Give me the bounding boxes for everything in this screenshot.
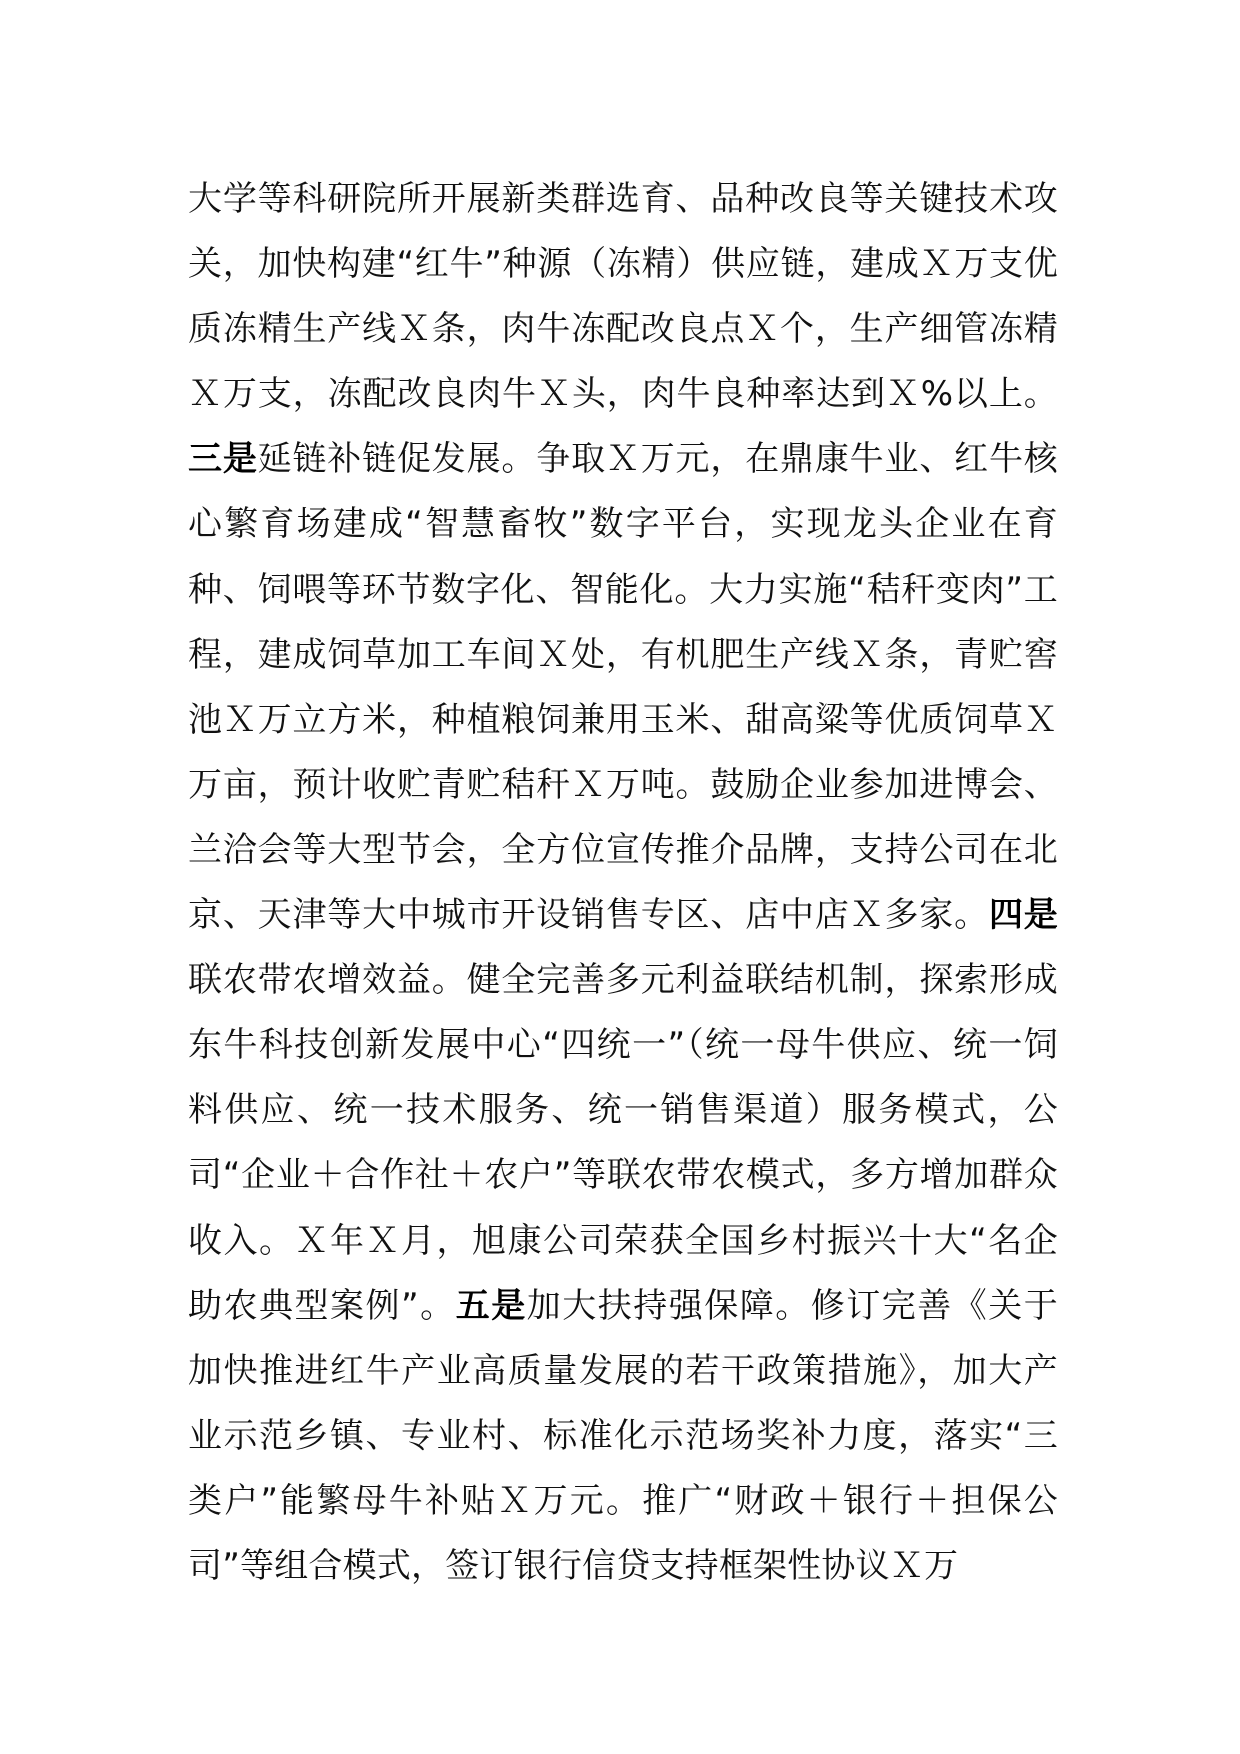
text-segment: 大学等科研院所开展新类群选育、品种改良等关键技术攻关，加快构建“红牛”种源（冻精）供应链，建成Ｘ万支优质冻精生产线Ｘ条，肉牛冻配改良点Ｘ个，生产细管冻精Ｘ万支，冻配改良肉牛Ｘ头，肉牛良种率达到Ｘ%以上。 (188, 179, 1058, 415)
text-segment: 联农带农增效益。健全完善多元利益联结机制，探索形成东牛科技创新发展中心“四统一”（统一母牛供应、统一饲料供应、统一技术服务、统一销售渠道）服务模式，公司“企业＋合作社＋农户”等联农带农模式，多方增加群众收入。Ｘ年Ｘ月，旭康公司荣获全国乡村振兴十大“名企助农典型案例”。 (188, 960, 1058, 1326)
bold-lead-si-shi: 四是 (988, 895, 1058, 936)
text-segment: 加大扶持强保障。修订完善《关于加快推进红牛产业高质量发展的若干政策措施》，加大产业示范乡镇、专业村、标准化示范场奖补力度，落实“三类户”能繁母牛补贴Ｘ万元。推广“财政＋银行＋担保公司”等组合模式，签订银行信贷支持框架性协议Ｘ万 (188, 1285, 1059, 1586)
bold-lead-wu-shi: 五是 (455, 1285, 527, 1326)
bold-lead-san-shi: 三是 (188, 439, 258, 480)
body-paragraph (188, 167, 1058, 1599)
text-segment: 延链补链促发展。争取Ｘ万元，在鼎康牛业、红牛核心繁育场建成“智慧畜牧”数字平台，实现龙头企业在育种、饲喂等环节数字化、智能化。大力实施“秸秆变肉”工程，建成饲草加工车间Ｘ处，有机肥生产线Ｘ条，青贮窖池Ｘ万立方米，种植粮饲兼用玉米、甜高粱等优质饲草Ｘ万亩，预计收贮青贮秸秆Ｘ万吨。鼓励企业参加进博会、兰洽会等大型节会，全方位宣传推介品牌，支持公司在北京、天津等大中城市开设销售专区、店中店Ｘ多家。 (188, 439, 1058, 936)
